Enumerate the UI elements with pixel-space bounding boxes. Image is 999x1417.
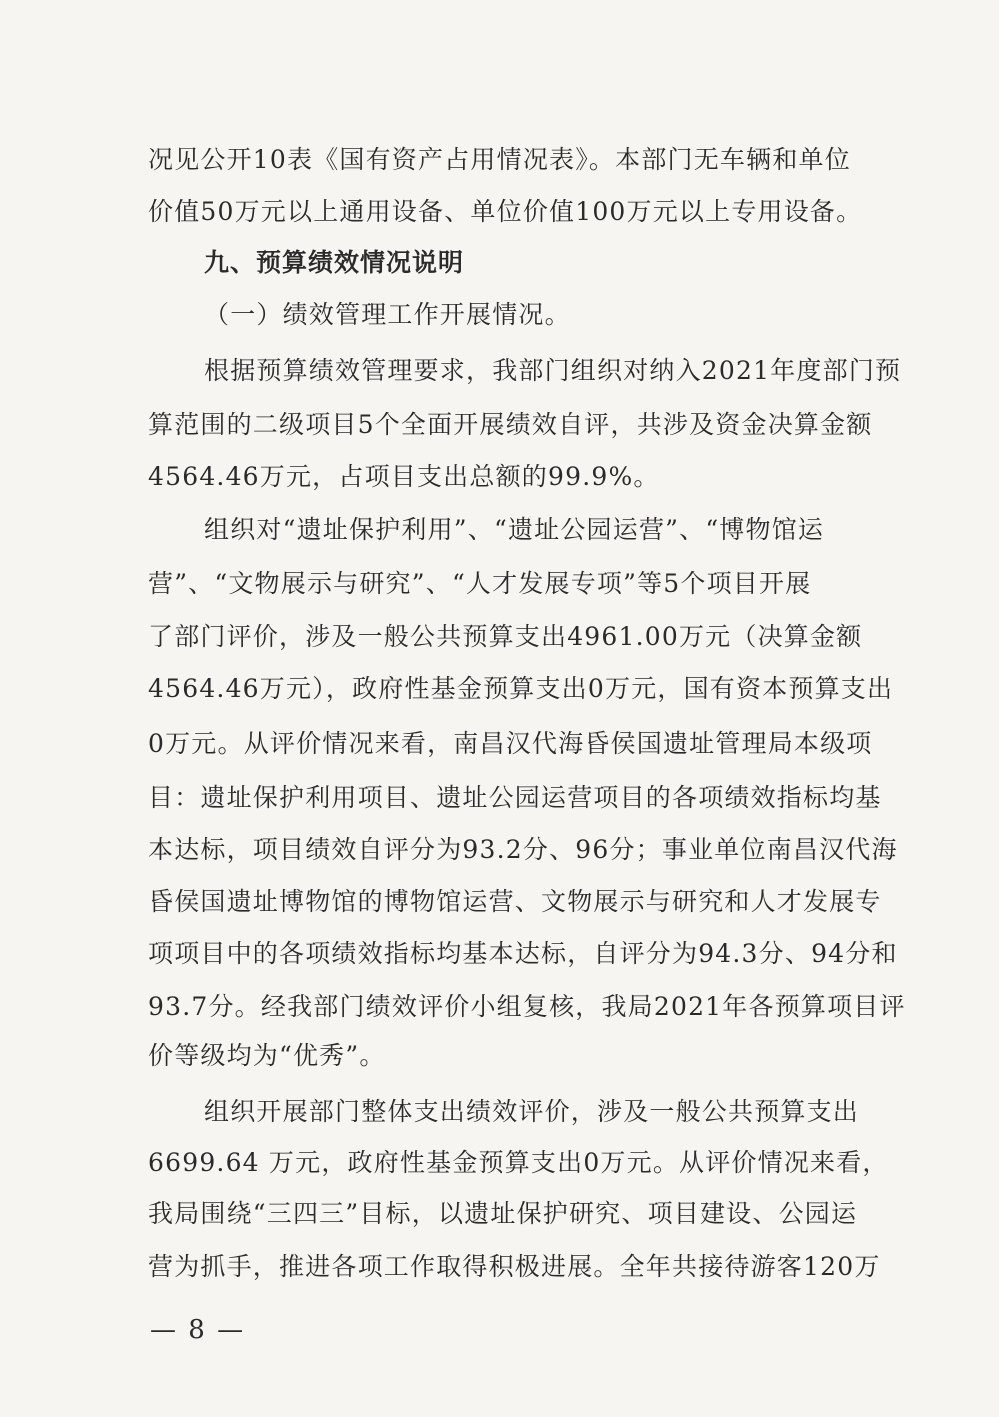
body-line: 本达标，项目绩效自评分为93.2分、96分；事业单位南昌汉代海 bbox=[148, 835, 898, 864]
body-line: 价等级均为“优秀”。 bbox=[148, 1041, 386, 1070]
body-line: 组织开展部门整体支出绩效评价，涉及一般公共预算支出 bbox=[204, 1097, 860, 1126]
body-line: 了部门评价，涉及一般公共预算支出4961.00万元（决算金额 bbox=[148, 622, 863, 651]
body-line: 我局围绕“三四三”目标，以遗址保护研究、项目建设、公园运 bbox=[148, 1199, 858, 1228]
body-line: 昏侯国遗址博物馆的博物馆运营、文物展示与研究和人才发展专 bbox=[148, 887, 882, 916]
body-line: 目：遗址保护利用项目、遗址公园运营项目的各项绩效指标均基 bbox=[148, 783, 882, 812]
page-number: — 8 — bbox=[150, 1315, 246, 1345]
body-line: 根据预算绩效管理要求，我部门组织对纳入2021年度部门预 bbox=[204, 356, 902, 385]
body-line: 93.7分。经我部门绩效评价小组复核，我局2021年各预算项目评 bbox=[148, 992, 906, 1021]
body-line: 组织对“遗址保护利用”、“遗址公园运营”、“博物馆运 bbox=[204, 515, 825, 544]
body-line: 营为抓手，推进各项工作取得积极进展。全年共接待游客120万 bbox=[148, 1252, 881, 1281]
body-line: 算范围的二级项目5个全面开展绩效自评，共涉及资金决算金额 bbox=[148, 410, 873, 439]
body-line: 况见公开10表《国有资产占用情况表》。本部门无车辆和单位 bbox=[148, 145, 851, 174]
body-line: 营”、“文物展示与研究”、“人才发展专项”等5个项目开展 bbox=[148, 569, 812, 598]
body-line: 4564.46万元，占项目支出总额的99.9%。 bbox=[148, 462, 660, 491]
subsection-heading: （一）绩效管理工作开展情况。 bbox=[204, 300, 571, 329]
section-heading: 九、预算绩效情况说明 bbox=[204, 248, 465, 277]
body-line: 6699.64 万元，政府性基金预算支出0万元。从评价情况来看， bbox=[148, 1148, 889, 1177]
body-line: 价值50万元以上通用设备、单位价值100万元以上专用设备。 bbox=[148, 197, 863, 226]
body-line: 0万元。从评价情况来看，南昌汉代海昏侯国遗址管理局本级项 bbox=[148, 729, 873, 758]
body-line: 项项目中的各项绩效指标均基本达标，自评分为94.3分、94分和 bbox=[148, 939, 898, 968]
body-line: 4564.46万元），政府性基金预算支出0万元，国有资本预算支出 bbox=[148, 674, 894, 703]
